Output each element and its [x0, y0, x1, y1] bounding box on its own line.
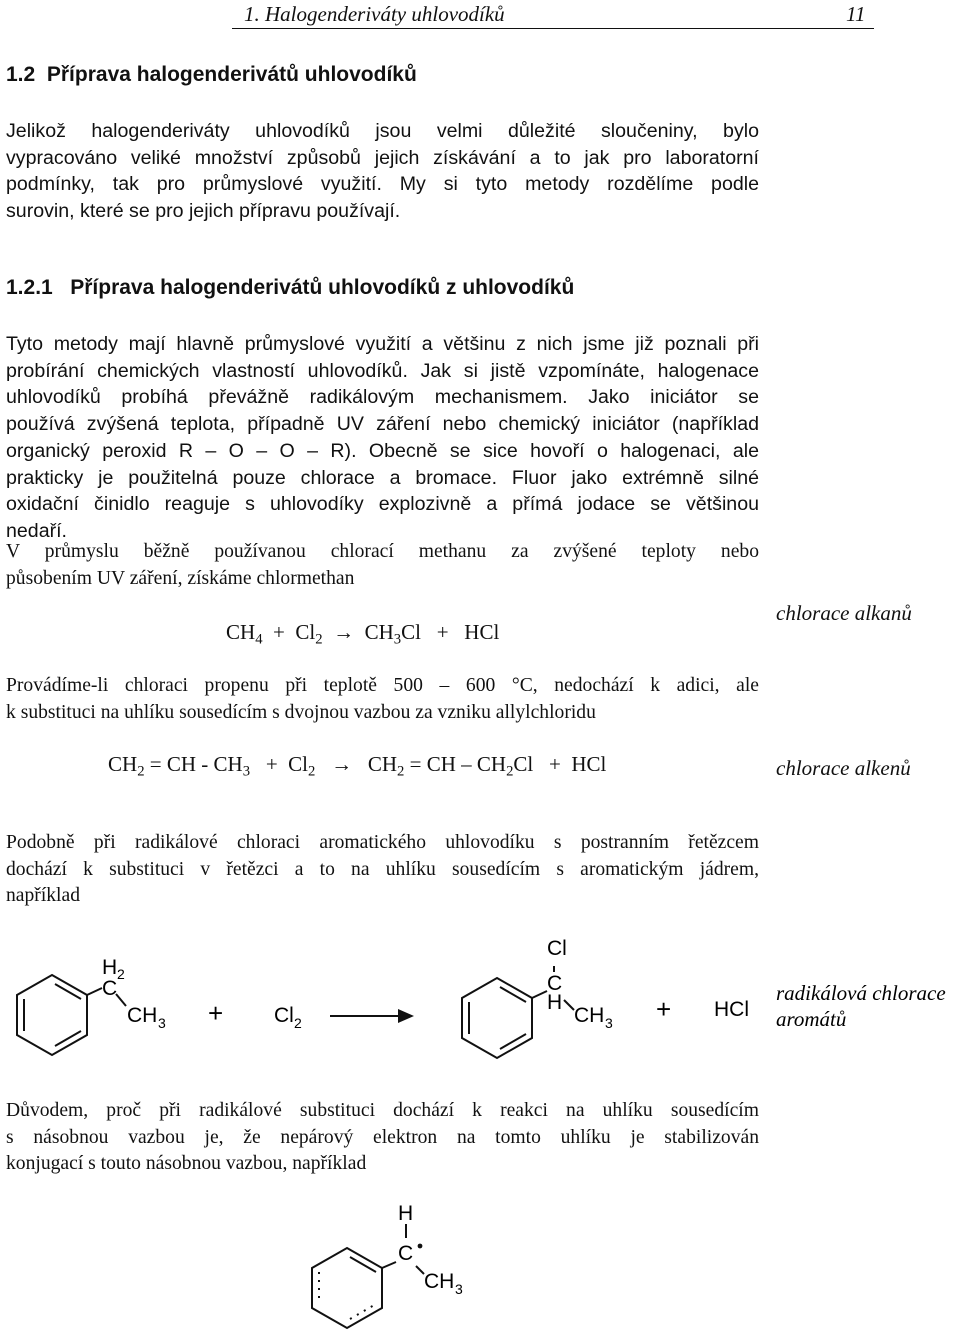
- atom-h2: H: [102, 956, 118, 979]
- text-line: organický peroxid R – O – O – R). Obecně se sice hovoří o halogenaci, ale: [6, 439, 759, 462]
- text-line: surovin, které se pro jejich přípravu používají.: [6, 200, 401, 223]
- text-line: Provádíme-li chloraci propenu při teplotě 500 – 600 °C, nedochází k adici, ale: [6, 675, 759, 696]
- group-ch3: CH: [424, 1270, 455, 1293]
- plus-sign: +: [208, 998, 224, 1028]
- subscript: 2: [117, 966, 125, 982]
- subscript: 3: [455, 1281, 463, 1297]
- subsection-heading: [6, 276, 574, 300]
- text-line: nedaří.: [6, 519, 68, 542]
- equation-propene-chlorination: [108, 752, 606, 780]
- paragraph-propene: [6, 673, 759, 726]
- subscript: 2: [308, 763, 316, 780]
- equation-methane-chlorination: [226, 620, 499, 648]
- atom-h: H: [398, 1202, 414, 1225]
- radical-dot-icon: [418, 1244, 423, 1249]
- atom-c: C: [398, 1242, 414, 1265]
- paragraph-methane: [6, 539, 759, 592]
- subscript: 3: [393, 631, 402, 648]
- header-rule: [232, 28, 874, 29]
- text-line: k substituci na uhlíku sousedícím s dvojnou vazbou za vzniku allylchloridu: [6, 701, 596, 723]
- section-title: Příprava halogenderivátů uhlovodíků: [46, 63, 417, 86]
- formula-cl2: Cl: [288, 752, 308, 776]
- plus-sign: +: [656, 994, 672, 1024]
- paragraph-halogenation: [6, 331, 759, 545]
- benzene-ring-icon: [312, 1224, 424, 1328]
- formula-hcl: HCl: [571, 752, 607, 776]
- text-line: Důvodem, proč při radikálové substituci dochází k reakci na uhlíku sousedícím: [6, 1100, 759, 1121]
- formula-part: CH: [108, 752, 138, 776]
- formula-cl2: Cl: [274, 1004, 294, 1027]
- subscript: 2: [137, 763, 145, 780]
- text-line: konjugací s touto násobnou vazbou, například: [6, 1153, 367, 1175]
- intro-paragraph: [6, 118, 759, 225]
- plus-sign: +: [549, 752, 561, 776]
- text-line: probírání chemických vlastností uhlovodíků. Jak si jistě vzpomínáte, halogenace: [6, 359, 759, 382]
- subscript: 3: [242, 763, 251, 780]
- formula-ch4: CH: [226, 620, 256, 644]
- page-header: [0, 0, 960, 30]
- text-line: Jelikož halogenderiváty uhlovodíků jsou velmi důležité sloučeniny, bylo: [6, 120, 759, 142]
- formula-ch3cl: CH: [364, 620, 394, 644]
- text-line: působením UV záření, získáme chlormethan: [6, 567, 355, 589]
- equation-toluene-chlorination: [0, 930, 960, 1080]
- atom-c: C: [547, 972, 563, 995]
- reaction-arrow-icon: →: [333, 620, 355, 644]
- subscript: 3: [158, 1015, 166, 1031]
- formula-hcl: HCl: [464, 620, 500, 644]
- text-line: prakticky je použitelná pouze chlorace a bromace. Fluor jako extrémně silné: [6, 466, 759, 489]
- plus-sign: +: [436, 620, 449, 644]
- subscript: 2: [315, 631, 323, 648]
- group-ch3: CH: [574, 1004, 605, 1027]
- reaction-arrow-icon: [330, 1009, 414, 1023]
- reaction-arrow-icon: →: [331, 752, 353, 776]
- text-line: například: [6, 885, 80, 907]
- text-line: s násobnou vazbou je, že nepárový elektron na tomto uhlíku je stabilizován: [6, 1126, 759, 1148]
- text-line: používá zvýšená teplota, případně UV záření nebo chemický iniciátor (například: [6, 413, 759, 436]
- formula-part: CH: [367, 752, 398, 776]
- text-line: V průmyslu běžně používanou chlorací methanu za zvýšené teploty nebo: [6, 541, 759, 562]
- plus-sign: +: [265, 752, 278, 776]
- formula-part: Cl: [401, 620, 421, 644]
- atom-h: H: [547, 991, 563, 1014]
- formula-cl2: Cl: [295, 620, 316, 644]
- subscript: 2: [506, 763, 514, 780]
- label-aromatic-line2: aromátů: [776, 1007, 847, 1031]
- formula-part: Cl: [513, 752, 534, 776]
- text-line: uhlovodíků probíhá převážně radikálovým mechanismem. Jako iniciátor se: [6, 386, 759, 409]
- label-alkane-chlorination: chlorace alkanů: [776, 601, 912, 625]
- subscript: 2: [294, 1015, 302, 1031]
- atom-cl: Cl: [547, 937, 567, 960]
- text-line: Tyto metody mají hlavně průmyslové využití a většinu z nich jsme již poznali při: [6, 333, 759, 355]
- subsection-number: 1.2.1: [6, 276, 53, 299]
- section-heading: [6, 63, 417, 87]
- label-aromatic-line1: radikálová chlorace: [776, 981, 946, 1005]
- subscript: 2: [397, 763, 405, 780]
- atom-c: C: [102, 977, 118, 1000]
- subscript: 4: [255, 631, 263, 648]
- formula-part: = CH - CH: [144, 752, 243, 776]
- paragraph-conjugation: [6, 1098, 759, 1178]
- text-line: Podobně při radikálové chloraci aromatického uhlovodíku s postranním řetězcem: [6, 832, 759, 853]
- paragraph-aromatic: [6, 830, 759, 910]
- text-line: oxidační činidlo reaguje s uhlovodíky explozivně a přímá jodace se většinou: [6, 493, 759, 516]
- text-line: podmínky, tak pro průmyslové využití. My si tyto metody rozdělíme podle: [6, 173, 759, 196]
- subscript: 3: [605, 1015, 613, 1031]
- subsection-title: Příprava halogenderivátů uhlovodíků z uhlovodíků: [70, 276, 575, 299]
- group-ch3: CH: [127, 1004, 158, 1027]
- text-line: dochází k substituci v řetězci a to na uhlíku sousedícím s aromatickým jádrem,: [6, 858, 759, 880]
- formula-hcl: HCl: [714, 998, 749, 1021]
- text-line: vypracováno veliké množství způsobů jejich získávání a to jak pro laboratorní: [6, 146, 759, 169]
- benzyl-radical-structure: [290, 1196, 490, 1330]
- formula-part: = CH – CH: [404, 752, 507, 776]
- plus-sign: +: [273, 620, 285, 644]
- running-title: 1. Halogenderiváty uhlovodíků: [244, 2, 505, 26]
- label-alkene-chlorination: chlorace alkenů: [776, 756, 911, 780]
- page-number: 11: [846, 2, 866, 26]
- section-number: 1.2: [6, 63, 36, 86]
